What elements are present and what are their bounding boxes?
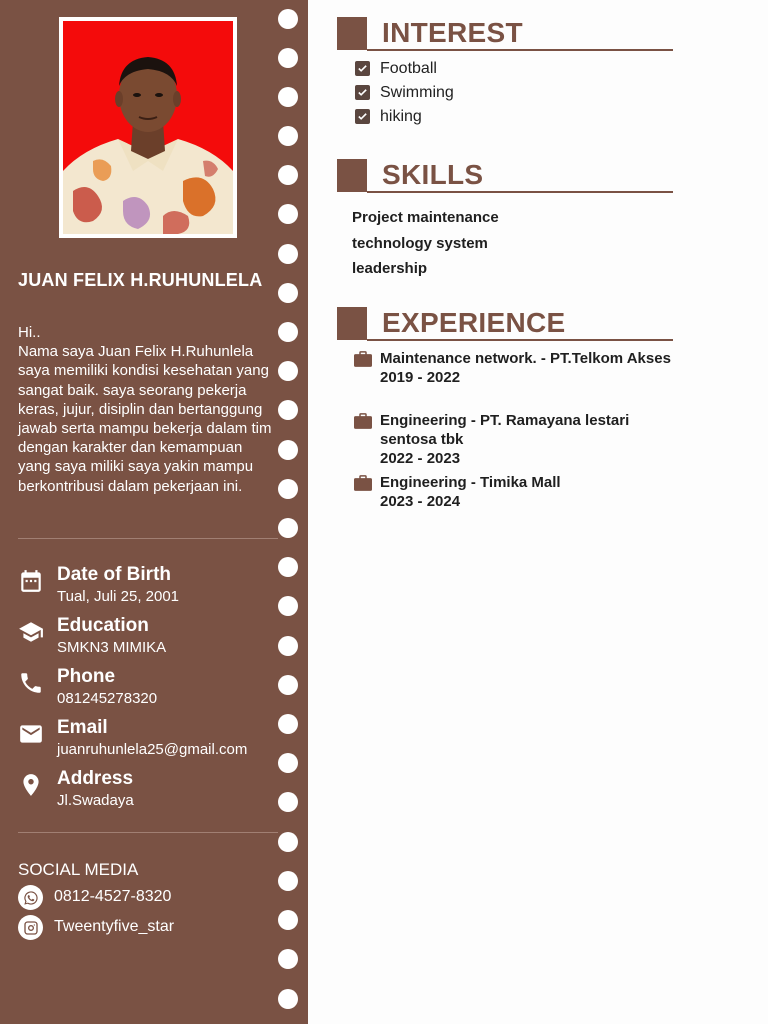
experience-text bbox=[380, 411, 674, 469]
sidebar bbox=[0, 0, 308, 1024]
binding-hole bbox=[278, 479, 298, 499]
experience-header bbox=[337, 307, 673, 341]
instagram-icon bbox=[18, 915, 43, 940]
info-label: Date of Birth bbox=[57, 564, 171, 585]
info-value: SMKN3 MIMIKA bbox=[57, 639, 167, 656]
binding-hole bbox=[278, 714, 298, 734]
social-instagram[interactable] bbox=[18, 915, 288, 941]
profile-about: Hi.. Nama saya Juan Felix H.Ruhunlela saya memiliki kondisi kesehatan yang sangat baik. saya seorang pekerja keras, jujur, disiplin dan bertanggung jawab serta mampu bekerja dalam tim dengan karakter dan kemampuan yang saya miliki saya yakin mampu berkontribusi dalam pekerjaan ini. bbox=[18, 324, 272, 495]
info-value: juanruhunlela25@gmail.com bbox=[57, 741, 248, 758]
binding-hole bbox=[278, 989, 298, 1009]
binding-hole bbox=[278, 9, 298, 29]
divider bbox=[18, 538, 278, 539]
section-underline bbox=[367, 339, 673, 341]
binding-hole bbox=[278, 244, 298, 264]
experience-role: Engineering - PT. Ramayana lestari sentosa tbk bbox=[380, 412, 630, 449]
phone-icon bbox=[18, 670, 44, 696]
binding-hole bbox=[278, 322, 298, 342]
profile-photo bbox=[63, 21, 233, 234]
experience-role: Engineering - Timika Mall bbox=[380, 474, 561, 491]
info-label: Email bbox=[57, 717, 108, 738]
info-label: Address bbox=[57, 768, 134, 789]
binding-hole bbox=[278, 361, 298, 381]
experience-period: 2022 - 2023 bbox=[380, 450, 461, 468]
experience-period: 2023 - 2024 bbox=[380, 493, 461, 511]
skills-header bbox=[337, 159, 673, 193]
info-phone bbox=[18, 666, 288, 710]
interest-item bbox=[355, 60, 605, 80]
profile-photo-frame bbox=[59, 17, 237, 238]
binding-hole bbox=[278, 636, 298, 656]
interest-label: hiking bbox=[380, 108, 422, 125]
experience-role: Maintenance network. - PT.Telkom Akses bbox=[380, 350, 671, 367]
section-marker bbox=[337, 307, 367, 340]
location-pin-icon bbox=[18, 772, 44, 798]
checkbox-checked-icon bbox=[355, 85, 370, 100]
briefcase-icon bbox=[354, 475, 372, 491]
briefcase-icon bbox=[354, 351, 372, 367]
skill-item: Project maintenance bbox=[352, 209, 499, 226]
whatsapp-icon bbox=[18, 885, 43, 910]
skills-title: SKILLS bbox=[382, 159, 484, 190]
interest-label: Football bbox=[380, 60, 437, 77]
interest-label: Swimming bbox=[380, 84, 454, 101]
interest-item bbox=[355, 84, 605, 104]
binding-hole bbox=[278, 126, 298, 146]
binding-hole bbox=[278, 48, 298, 68]
experience-period: 2019 - 2022 bbox=[380, 369, 461, 387]
binding-hole bbox=[278, 87, 298, 107]
section-marker bbox=[337, 159, 367, 192]
skill-item: technology system bbox=[352, 235, 488, 252]
info-label: Phone bbox=[57, 666, 116, 687]
envelope-icon bbox=[18, 721, 44, 747]
binding-hole bbox=[278, 871, 298, 891]
experience-title: EXPERIENCE bbox=[382, 307, 566, 338]
binding-hole bbox=[278, 832, 298, 852]
briefcase-icon bbox=[354, 413, 372, 429]
graduation-cap-icon bbox=[18, 619, 44, 645]
interest-header bbox=[337, 17, 673, 51]
binding-hole bbox=[278, 949, 298, 969]
binding-hole bbox=[278, 518, 298, 538]
section-underline bbox=[367, 49, 673, 51]
binding-hole bbox=[278, 440, 298, 460]
whatsapp-number: 0812-4527-8320 bbox=[54, 888, 172, 905]
calendar-icon bbox=[18, 568, 44, 594]
binding-holes bbox=[278, 9, 298, 1019]
instagram-handle: Tweentyfive_star bbox=[54, 918, 175, 935]
checkbox-checked-icon bbox=[355, 61, 370, 76]
binding-hole bbox=[278, 165, 298, 185]
section-underline bbox=[367, 191, 673, 193]
info-email bbox=[18, 717, 288, 761]
info-education bbox=[18, 615, 288, 659]
social-media-title: SOCIAL MEDIA bbox=[18, 860, 139, 879]
section-marker bbox=[337, 17, 367, 50]
binding-hole bbox=[278, 753, 298, 773]
binding-hole bbox=[278, 400, 298, 420]
info-address bbox=[18, 768, 288, 812]
divider bbox=[18, 832, 278, 833]
binding-hole bbox=[278, 792, 298, 812]
interest-title: INTEREST bbox=[382, 17, 523, 48]
experience-text bbox=[380, 473, 674, 511]
skill-item: leadership bbox=[352, 260, 428, 277]
profile-name: JUAN FELIX H.RUHUNLELA bbox=[18, 270, 263, 290]
experience-text bbox=[380, 349, 674, 387]
binding-hole bbox=[278, 596, 298, 616]
binding-hole bbox=[278, 675, 298, 695]
binding-hole bbox=[278, 557, 298, 577]
checkbox-checked-icon bbox=[355, 109, 370, 124]
info-label: Education bbox=[57, 615, 149, 636]
info-date-of-birth bbox=[18, 564, 288, 608]
info-value: Tual, Juli 25, 2001 bbox=[57, 588, 180, 605]
info-value: Jl.Swadaya bbox=[57, 792, 134, 809]
binding-hole bbox=[278, 204, 298, 224]
interest-item bbox=[355, 108, 605, 128]
social-whatsapp[interactable] bbox=[18, 885, 288, 911]
binding-hole bbox=[278, 283, 298, 303]
info-value: 081245278320 bbox=[57, 690, 158, 707]
binding-hole bbox=[278, 910, 298, 930]
